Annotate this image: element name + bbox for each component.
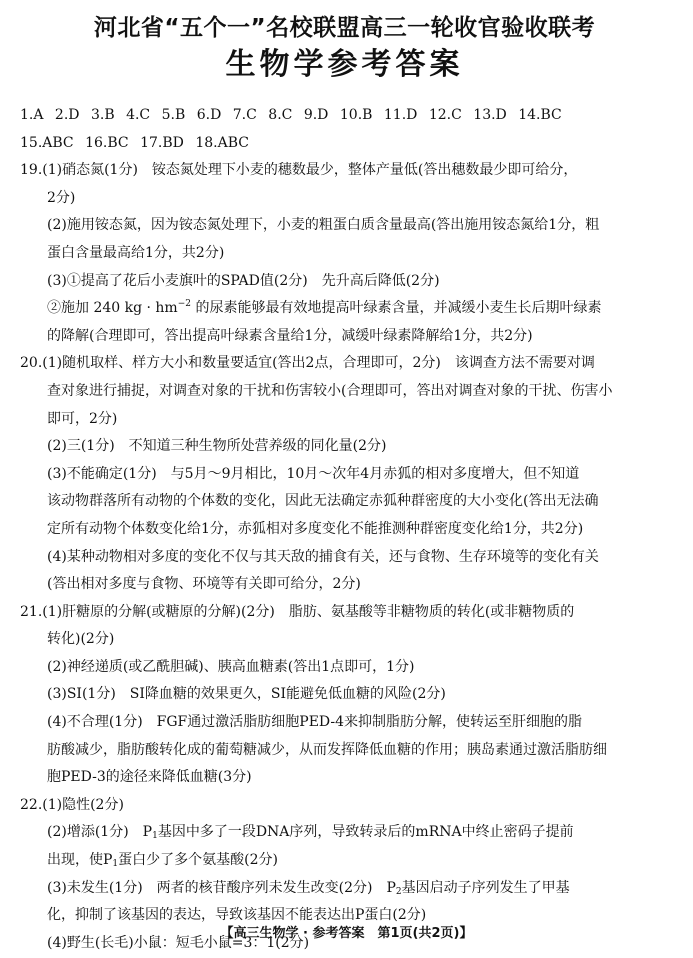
q22-text: 基因中多了一段DNA序列，导致转录后的mRNA中终止密码子提前 [157,824,574,841]
q20-line: (3)不能确定(1分) 与5月～9月相比，10月～次年4月赤狐的相对多度增大，但不知道 [47,465,580,482]
q22-text: 出现，使P [47,852,113,869]
q22-line: 22.(1)隐性(2分) [20,796,124,813]
answer-content [20,102,669,957]
q22-text: (3)未发生(1分) 两者的核苷酸序列未发生改变(2分) P [47,879,396,896]
choice-answer: 14.BC [518,107,562,123]
answer-title: 生物学参考答案 [225,47,464,82]
q22-subscript: 1 [152,831,158,842]
q20-line: (2)三(1分) 不知道三种生物所处营养级的同化量(2分) [47,438,387,455]
choice-answer: 17.BD [140,134,184,151]
choice-row-1 [20,102,669,130]
q20-line: 定所有动物个体数变化给1分，赤狐相对多度变化不能推测种群密度变化给1分，共2分) [47,520,584,537]
q22-line [20,875,669,903]
page-footer: 【高三生物学 · 参考答案 第1页(共2页)】 [220,926,473,941]
q20-line: (4)某种动物相对多度的变化不仅与其天敌的捕食有关，还与食物、生存环境等的变化有关 [47,548,599,565]
choice-answer: 7.C [232,107,257,123]
choice-answer: 11.D [383,107,418,123]
q22-line: 化，抑制了该基因的表达，导致该基因不能表达出P蛋白(2分) [47,907,427,924]
q21-line: 胞PED-3的途径来降低血糖(3分) [47,769,252,786]
q21-line: 转化)(2分) [47,631,115,648]
choice-answer: 1.A [20,107,44,123]
exam-title: 河北省“五个一”名校联盟高三一轮收官验收联考 [93,15,596,41]
choice-answer: 9.D [303,107,329,123]
q22-text: (2)增添(1分) P [47,824,153,841]
q19-line: 19.(1)硝态氮(1分) 铵态氮处理下小麦的穗数最少，整体产量低(答出穗数最少即可给分， [20,162,578,179]
q20-line: 查对象进行捕捉，对调查对象的干扰和伤害较小(合理即可，答出对调查对象的干扰、伤害小 [47,382,613,399]
choice-answer: 16.BC [85,134,129,151]
choice-answer: 10.B [339,107,373,123]
q22-line [20,819,669,847]
q19-line: (3)①提高了花后小麦旗叶的SPAD值(2分) 先升高后降低(2分) [47,272,440,289]
q22-text: 蛋白少了多个氨基酸(2分) [118,852,278,869]
q22-text: 基因启动子序列发生了甲基 [401,879,570,896]
q20-line: 20.(1)随机取样、样方大小和数量要适宜(答出2点，合理即可，2分) 该调查方法不需要对调 [20,355,595,372]
q19-superscript: −2 [177,299,191,310]
q21-line: (2)神经递质(或乙酰胆碱)、胰高血糖素(答出1点即可，1分) [47,658,415,675]
choice-answer: 12.C [428,107,462,123]
q19-text: 的尿素能够最有效地提高叶绿素含量，并减缓小麦生长后期叶绿素 [191,300,602,317]
q19-line: (2)施用铵态氮，因为铵态氮处理下，小麦的粗蛋白质含量最高(答出施用铵态氮给1分，粗 [47,217,600,234]
q22-subscript: 2 [395,886,402,897]
choice-answer: 2.D [54,107,80,123]
q21-line: 肪酸减少，脂肪酸转化成的葡萄糖减少，从而发挥降低血糖的作用；胰岛素通过激活脂肪细 [47,741,607,758]
q19-line: 的降解(合理即可，答出提高叶绿素含量给1分，减缓叶绿素降解给1分，共2分) [47,327,533,344]
choice-row-2 [20,130,669,158]
q21-line: 21.(1)肝糖原的分解(或糖原的分解)(2分) 脂肪、氨基酸等非糖物质的转化(或非糖物质的 [20,603,575,620]
q19-line: 2分) [47,189,76,206]
q20-line: 即可，2分) [47,410,118,427]
q19-line: 蛋白含量最高给1分，共2分) [47,244,225,261]
q21-line: (3)SI(1分) SI降血糖的效果更久，SI能避免低血糖的风险(2分) [47,686,446,703]
choice-answer: 5.B [161,107,186,123]
choice-answer: 4.C [126,107,151,123]
q22-line [20,847,669,875]
q20-line: (答出相对多度与食物、环境等有关即可给分，2分) [47,576,361,593]
q22-line: (4)野生(长毛)小鼠：短毛小鼠=3：1(2分) [47,934,310,951]
choice-answer: 6.D [196,107,222,123]
choice-answer: 8.C [268,107,293,123]
q22-subscript: 1 [112,859,119,870]
choice-answer: 15.ABC [20,134,74,151]
choice-answer: 18.ABC [195,134,249,151]
choice-answer: 3.B [90,107,115,123]
q20-line: 该动物群落所有动物的个体数的变化，因此无法确定赤狐种群密度的大小变化(答出无法确 [47,493,599,510]
q19-text: ②施加 240 kg · hm [47,300,178,317]
q19-line [20,295,669,323]
q21-line: (4)不合理(1分) FGF通过激活脂肪细胞PED-4来抑制脂肪分解，使转运至肝细胞的脂 [47,714,583,731]
choice-answer: 13.D [473,107,507,123]
